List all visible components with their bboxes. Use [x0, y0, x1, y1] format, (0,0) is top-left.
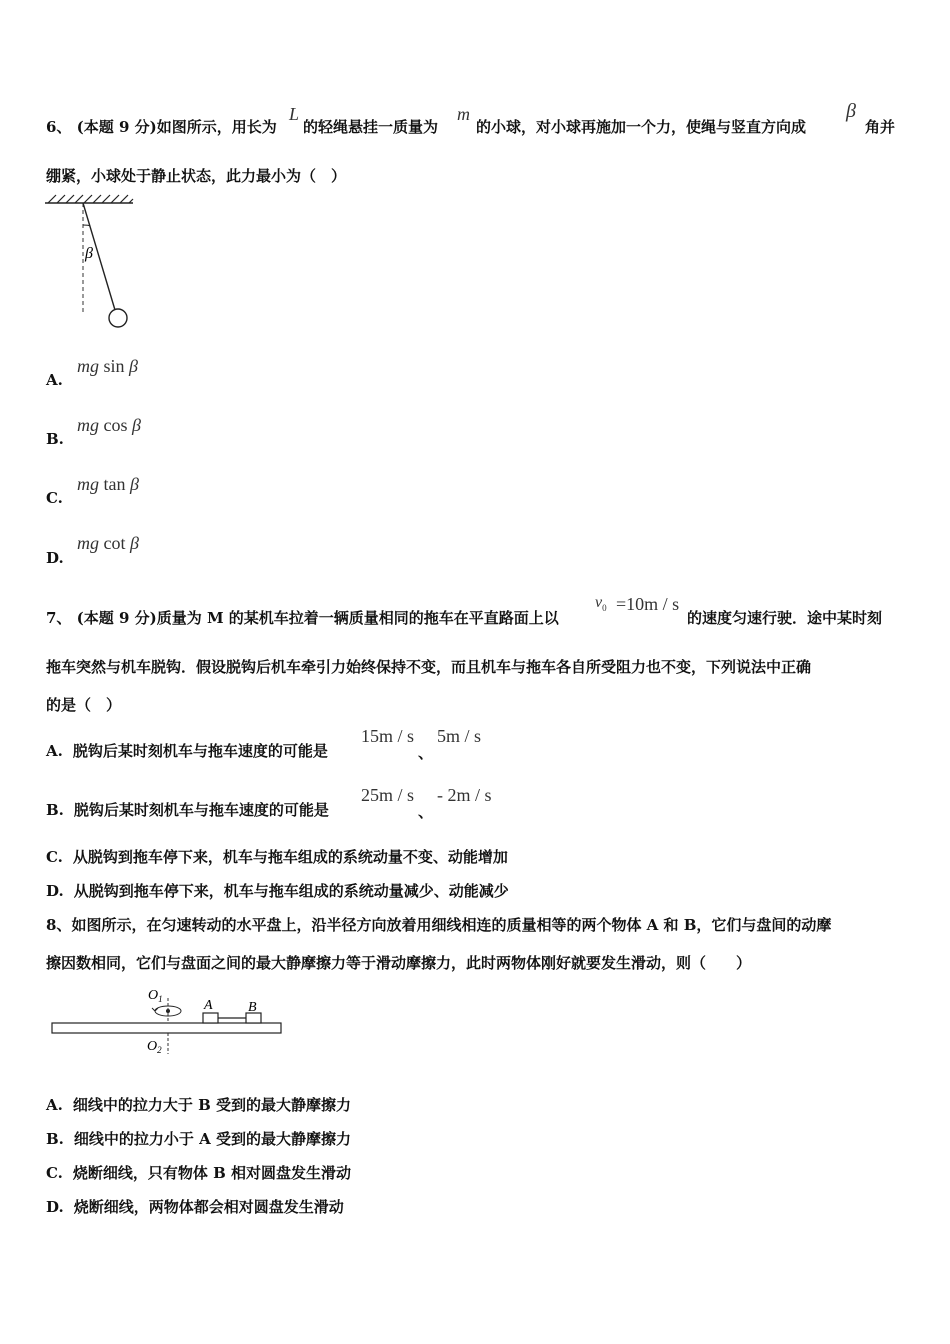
- q6-option-c-formula[interactable]: mg tan β: [77, 474, 139, 494]
- q7-option-c-text: 从脱钩到拖车停下来，机车与拖车组成的系统动量不变、动能增加: [72, 848, 508, 866]
- ceiling-hatch: [48, 195, 133, 203]
- q7-option-c[interactable]: [46, 846, 508, 867]
- q7-option-b-v2: - 2m / s: [437, 785, 492, 805]
- q8-line1-text: 如图所示，在匀速转动的水平盘上，沿半径方向放着用细线相连的质量相等的两个物体 A 和 B，它们与盘间的动摩: [71, 916, 832, 934]
- q7-option-a-v2: 5m / s: [437, 726, 482, 746]
- q6-var-L: L: [289, 104, 300, 124]
- q8-option-b-label: B.: [46, 1130, 64, 1148]
- q6-line1: [46, 116, 277, 137]
- q6-option-a-label[interactable]: A.: [46, 371, 63, 389]
- q6-line2: 绷紧，小球处于静止状态，此力最小为（ ）: [46, 167, 347, 185]
- pendulum-figure: [44, 192, 139, 332]
- q7-option-b-label: B.: [46, 801, 64, 819]
- ball-circle: [109, 309, 127, 327]
- q8-option-c-label: C.: [46, 1164, 63, 1182]
- q7-option-b-v1: 25m / s: [361, 785, 415, 805]
- q8-option-d[interactable]: [46, 1196, 344, 1217]
- q7-option-a-text: 脱钩后某时刻机车与拖车速度的可能是: [72, 742, 328, 760]
- label-b: B: [248, 1000, 257, 1015]
- q6-number: 6、: [46, 118, 72, 136]
- q7-option-d-label: D.: [46, 882, 64, 900]
- q7-line3: 的是（ ）: [46, 696, 122, 714]
- q8-option-c-text: 烧断细线，只有物体 B 相对圆盘发生滑动: [72, 1164, 352, 1182]
- q8-option-a-text: 细线中的拉力大于 B 受到的最大静摩擦力: [72, 1096, 351, 1114]
- q7-seg1: 质量为 M 的某机车拉着一辆质量相同的拖车在平直路面上以: [156, 609, 559, 627]
- label-o1: $O_1$: [148, 988, 163, 1004]
- q7-option-b-sep: 、: [418, 803, 434, 821]
- q7-option-a-sep: 、: [418, 744, 434, 762]
- q8-option-c[interactable]: [46, 1162, 351, 1183]
- q7-option-c-label: C.: [46, 848, 63, 866]
- q8-option-b-text: 细线中的拉力小于 A 受到的最大静摩擦力: [73, 1130, 351, 1148]
- q6-option-d-formula[interactable]: mg cot β: [77, 533, 139, 553]
- disk-plate: [52, 1023, 281, 1033]
- q8-option-a[interactable]: [46, 1094, 351, 1115]
- q6-seg4: 角并: [865, 118, 896, 136]
- q8-option-a-label: A.: [46, 1096, 63, 1114]
- q6-seg1: 如图所示，用长为: [156, 118, 277, 136]
- q8-line1: [46, 914, 831, 935]
- q7-option-b[interactable]: [46, 799, 329, 820]
- q7-score: (本题 9 分): [76, 609, 157, 627]
- q6-seg3: 的小球，对小球再施加一个力，使绳与竖直方向成: [476, 118, 807, 136]
- q7-line2: 拖车突然与机车脱钩．假设脱钩后机车牵引力始终保持不变，而且机车与拖车各自所受阻力也不变，下列说法中正确: [46, 658, 812, 676]
- q7-v0-value: =10m / s: [616, 594, 680, 614]
- q6-var-m: m: [457, 104, 470, 124]
- q7-seg2: 的速度匀速行驶．途中某时刻: [687, 609, 883, 627]
- angle-arc: [83, 225, 90, 226]
- q6-option-d-label[interactable]: D.: [46, 549, 64, 567]
- turntable-figure: [48, 984, 288, 1058]
- label-o2: $O_2$: [147, 1039, 162, 1055]
- q7-option-d-text: 从脱钩到拖车停下来，机车与拖车组成的系统动量减少、动能减少: [73, 882, 509, 900]
- q7-option-d[interactable]: [46, 880, 509, 901]
- q6-option-c-label[interactable]: C.: [46, 489, 63, 507]
- q6-option-b-label[interactable]: B.: [46, 430, 64, 448]
- q7-option-b-text: 脱钩后某时刻机车与拖车速度的可能是: [73, 801, 329, 819]
- q7-option-a-label: A.: [46, 742, 63, 760]
- q6-option-a-formula[interactable]: mg sin β: [77, 356, 138, 376]
- q8-option-d-label: D.: [46, 1198, 64, 1216]
- q6-seg2: 的轻绳悬挂一质量为: [303, 118, 439, 136]
- figure-angle-label: β: [85, 245, 93, 262]
- q7-line1: [46, 607, 559, 628]
- q7-v0: $v_0$: [595, 594, 607, 614]
- q7-number: 7、: [46, 609, 72, 627]
- q8-option-b[interactable]: [46, 1128, 351, 1149]
- q6-option-b-formula[interactable]: mg cos β: [77, 415, 141, 435]
- q7-option-a-v1: 15m / s: [361, 726, 415, 746]
- label-a: A: [204, 998, 213, 1013]
- q8-option-d-text: 烧断细线，两物体都会相对圆盘发生滑动: [73, 1198, 344, 1216]
- q7-option-a[interactable]: [46, 740, 328, 761]
- q6-score: (本题 9 分): [76, 118, 157, 136]
- q6-var-beta: β: [846, 100, 856, 122]
- q8-line2: 擦因数相同，它们与盘面之间的最大静摩擦力等于滑动摩擦力，此时两物体刚好就要发生滑动，则（ ）: [46, 954, 752, 972]
- block-a: [203, 1013, 218, 1023]
- q8-number: 8、: [46, 916, 72, 934]
